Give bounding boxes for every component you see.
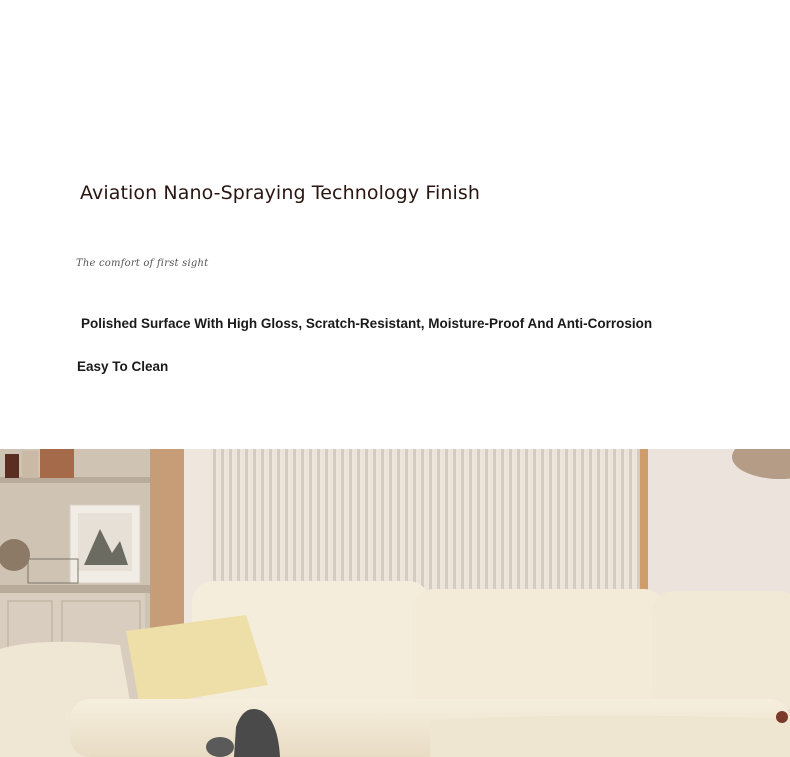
section-heading: Aviation Nano-Spraying Technology Finish (80, 182, 481, 204)
script-tagline: The comfort of first sight (76, 258, 209, 269)
sofa-living-room-photo (0, 449, 790, 757)
feature-polished-surface: Polished Surface With High Gloss, Scratch-Resistant, Moisture-Proof And Anti-Corrosion (81, 316, 653, 331)
feature-easy-to-clean: Easy To Clean (77, 359, 169, 374)
back-cushion-3 (652, 591, 790, 711)
back-cushion-2 (412, 589, 666, 707)
